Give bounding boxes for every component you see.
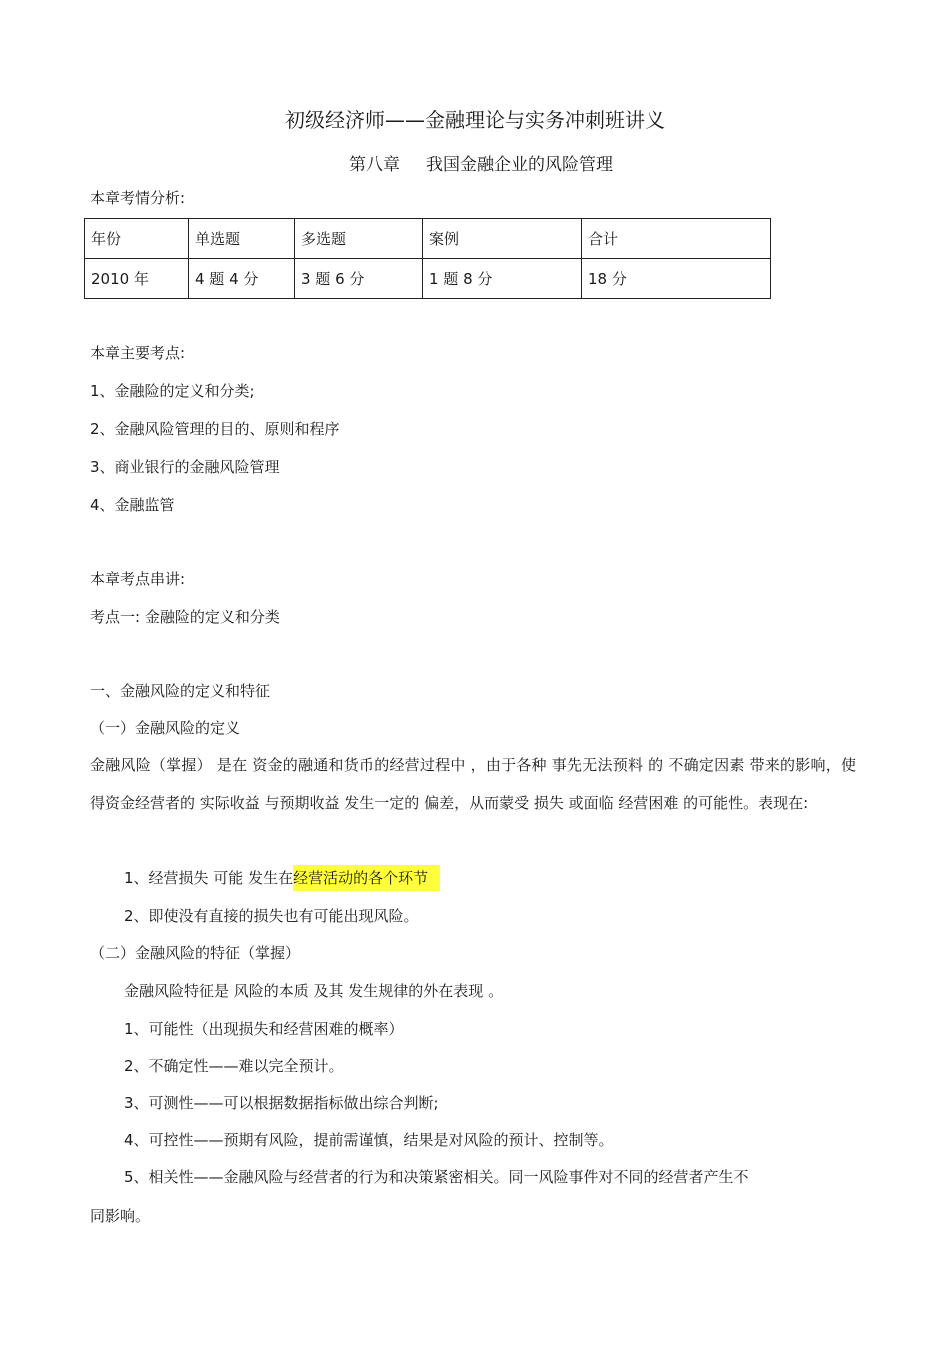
manifestation-item: 2、即使没有直接的损失也有可能出现风险。 [124, 907, 419, 925]
feature-item-continuation: 同影响。 [90, 1207, 151, 1225]
document-title: 初级经济师——金融理论与实务冲刺班讲义 [285, 108, 665, 132]
chapter-number: 第八章 [349, 155, 400, 175]
feature-intro: 金融风险特征是 风险的本质 及其 发生规律的外在表现 。 [124, 982, 504, 1000]
table-header-cell: 合计 [582, 219, 771, 259]
chapter-heading [349, 150, 613, 175]
table-header-cell: 单选题 [189, 219, 295, 259]
key-point-item: 3、商业银行的金融风险管理 [90, 458, 280, 476]
table-cell: 4 题 4 分 [189, 259, 295, 299]
table-cell: 1 题 8 分 [423, 259, 582, 299]
table-header-row [85, 219, 771, 259]
feature-item: 4、可控性——预期有风险，提前需谨慎，结果是对风险的预计、控制等。 [124, 1131, 614, 1149]
highlighted-text: 经营活动的各个环节 [293, 865, 440, 891]
table-cell: 3 题 6 分 [295, 259, 423, 299]
feature-item: 2、不确定性——难以完全预计。 [124, 1057, 344, 1075]
table-header-cell: 案例 [423, 219, 582, 259]
table-header-cell: 多选题 [295, 219, 423, 259]
lecture-label: 本章考点串讲: [90, 570, 186, 588]
key-point-item: 1、金融险的定义和分类; [90, 382, 255, 400]
feature-item: 1、可能性（出现损失和经营困难的概率） [124, 1020, 404, 1038]
chapter-name: 我国金融企业的风险管理 [426, 155, 613, 175]
table-row [85, 259, 771, 299]
key-point-item: 4、金融监管 [90, 496, 175, 514]
manifestation-text: 1、经营损失 可能 发生在 [124, 869, 294, 887]
point-one-heading: 考点一: 金融险的定义和分类 [90, 608, 280, 626]
definition-paragraph: 金融风险（掌握） 是在 资金的融通和货币的经营过程中 ，由于各种 事先无法预料 的 不确定因素 带来的影响，使得资金经营者的 实际收益 与预期收益 发生一定的 偏差，从而蒙受 损失 或面临 经营困难 的可能性。表现在: [90, 756, 856, 812]
section-heading: 一、金融风险的定义和特征 [90, 682, 271, 700]
subsection-heading: （一）金融风险的定义 [90, 719, 241, 737]
key-point-item: 2、金融风险管理的目的、原则和程序 [90, 420, 340, 438]
exam-analysis-label: 本章考情分析: [90, 189, 186, 207]
table-cell: 2010 年 [85, 259, 189, 299]
manifestation-item [124, 865, 440, 891]
table-header-cell: 年份 [85, 219, 189, 259]
key-points-label: 本章主要考点: [90, 344, 186, 362]
feature-item: 5、相关性——金融风险与经营者的行为和决策紧密相关。同一风险事件对不同的经营者产生不 [124, 1168, 749, 1186]
exam-stats-table [84, 218, 771, 299]
subsection-heading: （二）金融风险的特征（掌握） [90, 944, 301, 962]
feature-item: 3、可测性——可以根据数据指标做出综合判断; [124, 1094, 439, 1112]
table-cell: 18 分 [582, 259, 771, 299]
